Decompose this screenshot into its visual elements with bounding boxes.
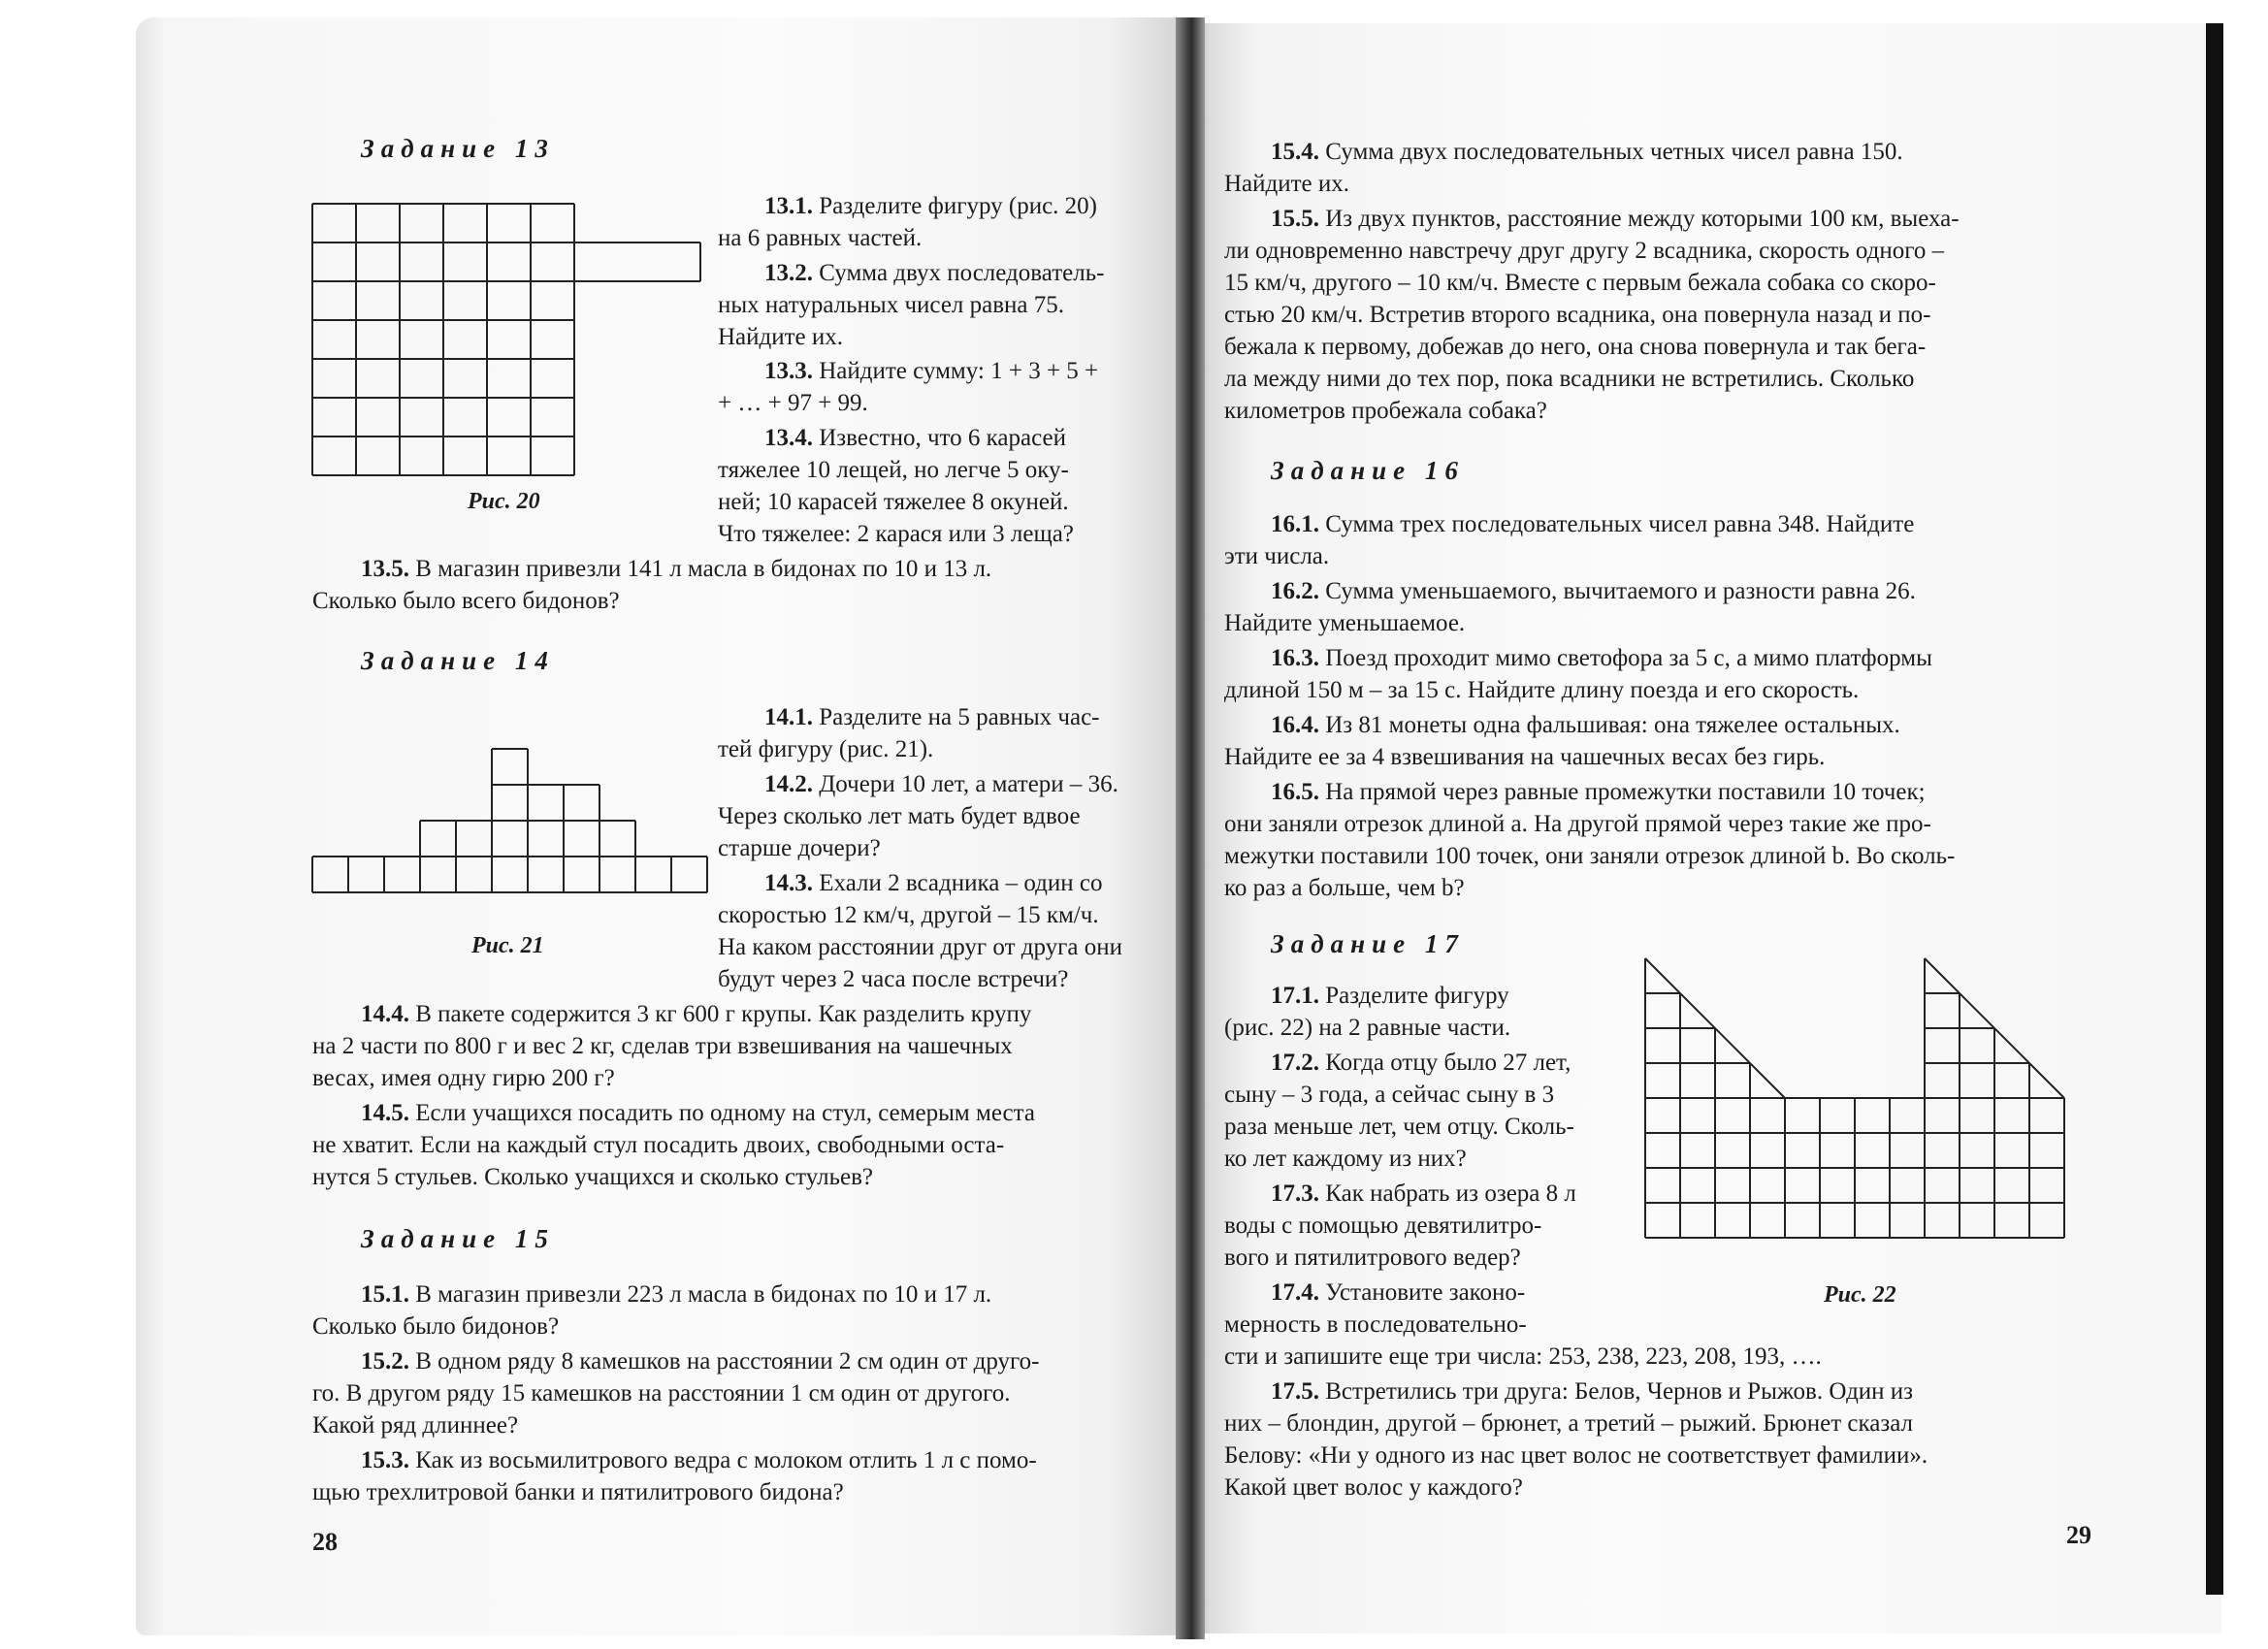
problem-text: Из двух пунктов, расстояние между которыми 100 км, выеха- [1325,206,1960,232]
problem-14-3-line: скоростью 12 км/ч, другой – 15 км/ч. [718,902,1099,928]
problem-17-2 [1271,1047,1571,1079]
problem-16-5-line: они заняли отрезок длиной a. На другой прямой через такие же про- [1224,811,1931,837]
problem-text: Установите законо- [1325,1279,1526,1306]
problem-17-4-line: сти и запишите еще три числа: 253, 238, 223, 208, 193, …. [1224,1343,1822,1370]
book-spine [1176,17,1205,1639]
problem-15-2-line: го. В другом ряду 15 камешков на расстоянии 1 см один от другого. [312,1380,1011,1406]
problem-text: Найдите сумму: 1 + 3 + 5 + [819,358,1099,384]
problem-number: 14.4. [361,1001,409,1027]
problem-text: Сумма двух последователь- [819,260,1105,286]
problem-number: 15.4. [1271,139,1319,165]
problem-13-4 [764,422,1066,454]
problem-text: Встретились три друга: Белов, Чернов и Рыжов. Один из [1325,1378,1914,1405]
problem-text: Сумма трех последовательных чисел равна 348. Найдите [1325,511,1915,537]
problem-17-4-line: мерность в последовательно- [1224,1311,1527,1338]
problem-text: На прямой через равные промежутки поставили 10 точек; [1325,779,1926,805]
page-number-left: 28 [312,1528,338,1556]
problem-number: 13.3. [764,358,813,384]
problem-number: 13.1. [764,193,813,219]
heading-zadanie-13: Задание 13 [361,134,555,163]
problem-number: 16.1. [1271,511,1319,537]
problem-text: Дочери 10 лет, а матери – 36. [819,771,1118,797]
problem-14-5 [361,1097,1035,1129]
problem-17-4 [1271,1277,1525,1309]
problem-number: 16.3. [1271,645,1319,671]
problem-14-3-line: На каком расстоянии друг от друга они [718,934,1123,960]
problem-16-3 [1271,642,1932,674]
problem-15-2 [361,1345,1039,1377]
problem-13-4-line: тяжелее 10 лещей, но легче 5 оку- [718,457,1069,483]
problem-13-3 [764,355,1098,387]
figure-22 [1645,958,2091,1278]
problem-17-5-line: Какой цвет волос у каждого? [1224,1474,1523,1501]
problem-text: В магазин привезли 141 л масла в бидонах по 10 и 13 л. [415,556,992,582]
problem-16-1-line: эти числа. [1224,543,1330,569]
problem-16-4 [1271,709,1900,741]
problem-16-4-line: Найдите ее за 4 взвешивания на чашечных весах без гирь. [1224,744,1826,770]
problem-17-2-line: сыну – 3 года, а сейчас сыну в 3 [1224,1082,1555,1108]
problem-17-3-line: вого и пятилитрового ведер? [1224,1245,1521,1271]
problem-text: Из 81 монеты одна фальшивая: она тяжелее остальных. [1325,712,1900,738]
problem-number: 17.3. [1271,1180,1319,1207]
problem-number: 13.5. [361,556,409,582]
problem-15-5-line: ла между ними до тех пор, пока всадники не встретились. Сколько [1224,366,1915,392]
problem-16-3-line: длиной 150 м – за 15 с. Найдите длину поезда и его скорость. [1224,677,1860,703]
problem-number: 17.1. [1271,983,1319,1009]
problem-number: 14.2. [764,771,813,797]
problem-16-5-line: ко раз a больше, чем b? [1224,875,1465,901]
problem-15-4 [1271,136,1903,168]
problem-14-3 [764,867,1102,899]
problem-14-2-line: Через сколько лет мать будет вдвое [718,803,1081,829]
figure-20 [312,204,710,485]
problem-text: Сумма уменьшаемого, вычитаемого и разности равна 26. [1325,578,1916,604]
problem-text: Сумма двух последовательных четных чисел равна 150. [1325,139,1903,165]
problem-number: 15.2. [361,1348,409,1374]
problem-14-5-line: не хватит. Если на каждый стул посадить двоих, свободными оста- [312,1132,1005,1158]
problem-number: 15.3. [361,1447,409,1473]
problem-text: Известно, что 6 карасей [819,425,1066,451]
problem-text: Ехали 2 всадника – один со [819,870,1103,896]
heading-zadanie-15: Задание 15 [361,1224,555,1253]
heading-zadanie-16: Задание 16 [1271,456,1465,485]
problem-14-3-line: будут через 2 часа после встречи? [718,966,1069,992]
problem-14-1-line: тей фигуру (рис. 21). [718,736,934,762]
problem-13-4-line: ней; 10 карасей тяжелее 8 окуней. [718,489,1069,515]
problem-15-4-line: Найдите их. [1224,171,1350,197]
problem-17-2-line: раза меньше лет, чем отцу. Сколь- [1224,1114,1574,1140]
problem-number: 13.2. [764,260,813,286]
problem-text: В одном ряду 8 камешков на расстоянии 2 см один от друго- [415,1348,1040,1374]
problem-13-4-line: Что тяжелее: 2 карася или 3 леща? [718,521,1074,547]
problem-15-5-line: ли одновременно навстречу друг другу 2 всадника, скорость одного – [1224,238,1945,264]
problem-13-5-line: Сколько было всего бидонов? [312,588,620,614]
problem-15-5-line: 15 км/ч, другого – 10 км/ч. Вместе с первым бежала собака со скоро- [1224,270,1936,296]
problem-14-4 [361,998,1031,1030]
page-edge [2206,23,2223,1595]
problem-13-2-line: ных натуральных чисел равна 75. [718,292,1065,318]
problem-17-5-line: Белову: «Ни у одного из нас цвет волос не соответствует фамилии». [1224,1442,1928,1469]
heading-zadanie-14: Задание 14 [361,646,555,675]
problem-number: 16.2. [1271,578,1319,604]
problem-number: 15.1. [361,1281,409,1308]
figure-20-caption: Рис. 20 [468,489,540,514]
problem-17-5-line: них – блондин, другой – брюнет, а третий – рыжий. Брюнет сказал [1224,1410,1913,1437]
problem-16-1 [1271,508,1914,540]
problem-17-3-line: воды с помощью девятилитро- [1224,1212,1542,1239]
problem-15-5-line: бежала к первому, добежав до него, она снова повернула и так бега- [1224,334,1927,360]
problem-13-5 [361,553,991,585]
problem-number: 17.5. [1271,1378,1319,1405]
problem-14-1 [764,701,1100,733]
problem-text: В магазин привезли 223 л масла в бидонах по 10 и 17 л. [415,1281,992,1308]
problem-text: Когда отцу было 27 лет, [1325,1050,1571,1076]
problem-text: Разделите фигуру [1325,983,1509,1009]
problem-15-5-line: километров пробежала собака? [1224,398,1547,424]
problem-13-2 [764,257,1104,289]
problem-number: 15.5. [1271,206,1319,232]
problem-17-2-line: ко лет каждому из них? [1224,1146,1467,1172]
problem-14-4-line: на 2 части по 800 г и вес 2 кг, сделав три взвешивания на чашечных [312,1033,1013,1059]
problem-16-2 [1271,575,1916,607]
problem-15-1 [361,1278,991,1310]
problem-17-1 [1271,980,1509,1012]
problem-number: 16.5. [1271,779,1319,805]
problem-number: 17.2. [1271,1050,1319,1076]
problem-number: 14.5. [361,1100,409,1126]
problem-15-3-line: щью трехлитровой банки и пятилитрового бидона? [312,1479,844,1505]
problem-text: Разделите на 5 равных час- [819,704,1100,730]
problem-14-5-line: нутся 5 стульев. Сколько учащихся и сколько стульев? [312,1164,873,1190]
figure-21 [312,747,739,931]
problem-15-2-line: Какой ряд длиннее? [312,1412,519,1439]
problem-17-5 [1271,1375,1913,1407]
figure-22-caption: Рис. 22 [1824,1282,1896,1308]
problem-15-1-line: Сколько было бидонов? [312,1313,560,1340]
problem-number: 13.4. [764,425,813,451]
problem-13-3-line: + … + 97 + 99. [718,390,868,416]
problem-number: 14.3. [764,870,813,896]
problem-13-1 [764,190,1097,222]
problem-17-3 [1271,1178,1576,1210]
problem-text: В пакете содержится 3 кг 600 г крупы. Как разделить крупу [415,1001,1032,1027]
problem-16-2-line: Найдите уменьшаемое. [1224,610,1466,636]
problem-text: Если учащихся посадить по одному на стул, семерым места [415,1100,1035,1126]
problem-number: 17.4. [1271,1279,1319,1306]
problem-15-5 [1271,203,1960,235]
problem-15-5-line: стью 20 км/ч. Встретив второго всадника, она повернула назад и по- [1224,302,1931,328]
problem-number: 14.1. [764,704,813,730]
problem-14-2-line: старше дочери? [718,835,881,861]
problem-text: Как набрать из озера 8 л [1325,1180,1576,1207]
page-number-right: 29 [2066,1521,2091,1549]
problem-13-1-line: на 6 равных частей. [718,225,923,251]
problem-13-2-line: Найдите их. [718,324,844,350]
problem-text: Как из восьмилитрового ведра с молоком отлить 1 л с помо- [415,1447,1037,1473]
problem-text: Поезд проходит мимо светофора за 5 с, а мимо платформы [1325,645,1932,671]
problem-text: Разделите фигуру (рис. 20) [819,193,1097,219]
problem-number: 16.4. [1271,712,1319,738]
problem-15-3 [361,1444,1037,1476]
problem-14-2 [764,768,1118,800]
figure-21-caption: Рис. 21 [471,933,544,958]
problem-14-4-line: весах, имея одну гирю 200 г? [312,1065,615,1091]
problem-16-5-line: межутки поставили 100 точек, они заняли отрезок длиной b. Во сколь- [1224,843,1956,869]
problem-17-1-line: (рис. 22) на 2 равные части. [1224,1015,1511,1041]
problem-16-5 [1271,776,1926,808]
heading-zadanie-17: Задание 17 [1271,929,1465,958]
